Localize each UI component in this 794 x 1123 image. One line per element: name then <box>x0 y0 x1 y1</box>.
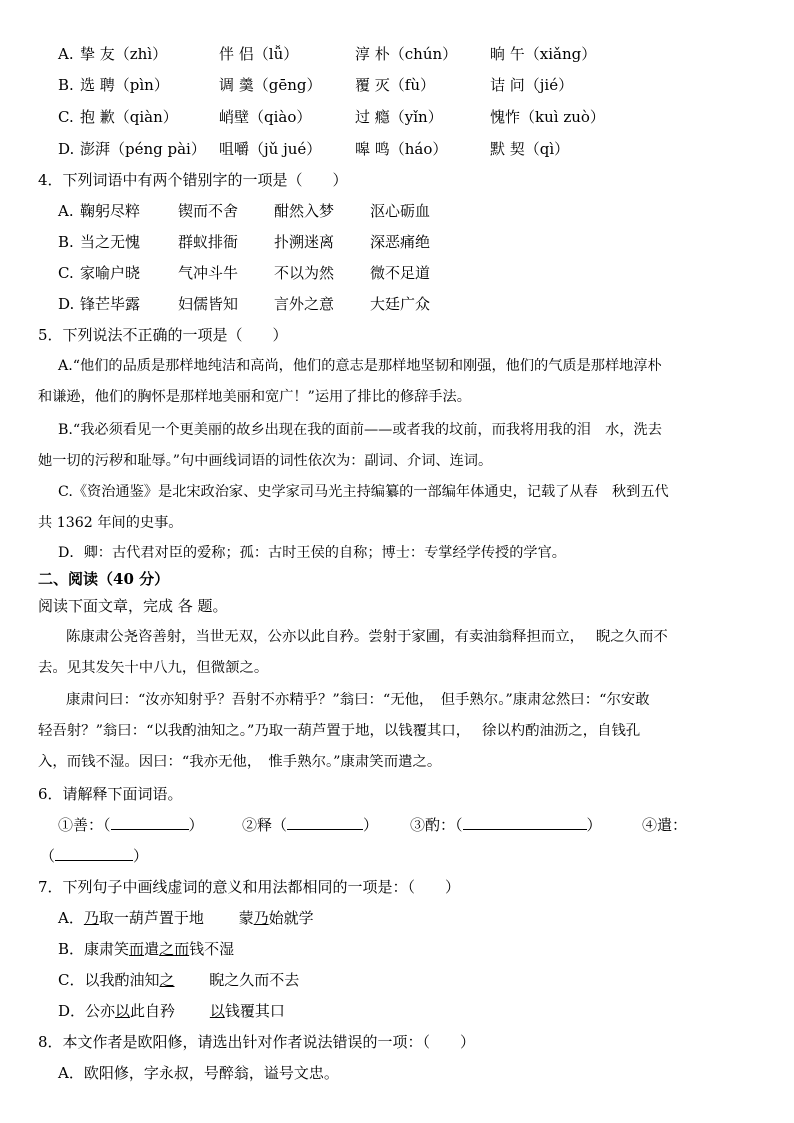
q4-option-a-word1: 鞠躬尽粹 <box>80 202 141 220</box>
q4-option-b-word1: 当之无愧 <box>80 233 141 251</box>
underlined-word: 而 <box>129 940 145 958</box>
q4-option-c-word3: 不以为然 <box>274 264 335 282</box>
q4-option-c-word1: 家喻户晓 <box>80 264 141 282</box>
q5-option-a-line2: 和谦逊，他们的胸怀是那样地美丽和宽广！”运用了排比的修辞手法。 <box>38 389 471 405</box>
q6-item-zhuo-label: ③酌：（ <box>410 816 463 834</box>
q5-option-b-line1: B.“我必须看见一个更美丽的故乡出现在我的面前——或者我的坟前，而我将用我的泪 水，洗去 <box>58 422 662 438</box>
answer-blank-zhuo[interactable] <box>463 815 587 830</box>
q6-item-zhuo <box>410 815 602 835</box>
q7-option-b <box>58 939 234 959</box>
q4-option-a-word4: 沤心砺血 <box>370 202 431 220</box>
q3-option-c-item2: 峭壁（qiào） <box>219 108 312 126</box>
q3-option-d-item1: 澎湃（péng pài） <box>80 140 206 158</box>
q6-open-paren: （ <box>40 847 56 865</box>
q4-option-b-word2: 群蚁排衙 <box>178 233 239 251</box>
passage-p2-line3: 入，而钱不湿。因曰：“我亦无他， 惟手熟尔。”康肃笑而遣之。 <box>38 754 442 770</box>
q7-option-a-text1: 取一葫芦置于地 蒙 <box>98 909 254 927</box>
q3-option-a-item3: 淳 朴（chún） <box>355 45 458 63</box>
q5-stem: 5．下列说法不正确的一项是（ ） <box>38 326 288 344</box>
q5-option-a-line1: A.“他们的品质是那样地纯洁和高尚，他们的意志是那样地坚韧和刚强，他们的气质是那样地淳朴 <box>58 358 662 374</box>
section-heading: 二、阅读（40 分） <box>38 570 170 588</box>
reading-instruction: 阅读下面文章，完成 各 题。 <box>38 597 228 615</box>
answer-blank-shi[interactable] <box>287 815 363 830</box>
q4-option-d-word3: 言外之意 <box>274 295 335 313</box>
q4-option-a-word3: 酣然入梦 <box>274 202 335 220</box>
q4-option-c-word2: 气冲斗牛 <box>178 264 239 282</box>
q7-option-d-text1: D．公亦 <box>58 1002 116 1020</box>
answer-blank-qian[interactable] <box>55 846 133 861</box>
answer-blank-shan[interactable] <box>111 815 189 830</box>
q6-item-shi <box>242 815 378 835</box>
underlined-word: 乃 <box>83 909 99 927</box>
q7-option-a-letter: A． <box>58 909 84 927</box>
passage-p1-line2: 去。见其发矢十中八九，但微颔之。 <box>38 660 269 676</box>
underlined-word: 以 <box>209 1002 225 1020</box>
q4-option-a-word2: 锲而不舍 <box>178 202 239 220</box>
passage-p1-line1: 陈康肃公尧咨善射，当世无双，公亦以此自矜。尝射于家圃，有卖油翁释担而立， 睨之久而不 <box>66 629 668 645</box>
q6-item-qian-label: ④遣： <box>642 816 688 834</box>
q7-option-b-text3: 钱不湿 <box>189 940 235 958</box>
q3-option-d-letter: D. <box>58 140 75 158</box>
q3-option-b-item4: 诘 问（jié） <box>490 76 574 94</box>
q5-option-b-line2: 她一切的污秽和耻辱。”句中画线词语的词性依次为：副词、介词、连词。 <box>38 453 493 469</box>
q3-option-a-item1: 挚 友（zhì） <box>80 45 168 63</box>
q7-option-a <box>58 908 314 928</box>
underlined-word: 以 <box>115 1002 131 1020</box>
q6-item-qian <box>40 846 148 866</box>
q8-option-a: A．欧阳修，字永叔，号醉翁，谥号文忠。 <box>58 1064 339 1082</box>
q3-option-b-item2: 调 羹（gēng） <box>219 76 322 94</box>
q3-option-a-item2: 伴 侣（lǚ） <box>219 45 299 63</box>
q6-item-shi-label: ②释（ <box>242 816 288 834</box>
q6-item-shan <box>58 815 204 835</box>
q4-option-c-word4: 微不足道 <box>370 264 431 282</box>
q5-option-c-line2: 共 1362 年间的史事。 <box>38 515 183 531</box>
q4-option-a-letter: A. <box>58 202 74 220</box>
q3-option-d-item2: 咀嚼（jǔ jué） <box>219 140 322 158</box>
q4-option-d-word1: 锋芒毕露 <box>80 295 141 313</box>
passage-p2-line2: 轻吾射？”翁曰：“以我酌油知之。”乃取一葫芦置于地，以钱覆其口， 徐以杓酌油沥之，自钱孔 <box>38 723 641 739</box>
q7-option-b-text1: B．康肃笑 <box>58 940 130 958</box>
q6-close-paren: ） <box>133 847 149 865</box>
q4-option-d-word2: 妇儒皆知 <box>178 295 239 313</box>
q3-option-a-letter: A. <box>58 45 74 63</box>
q6-close-paren: ） <box>188 816 204 834</box>
q3-option-a-item4: 晌 午（xiǎng） <box>490 45 597 63</box>
q4-option-b-letter: B. <box>58 233 74 251</box>
q7-option-c <box>58 970 299 990</box>
q7-option-a-text2: 始就学 <box>268 909 314 927</box>
q6-close-paren: ） <box>363 816 379 834</box>
q3-option-c-item1: 抱 歉（qiàn） <box>80 108 178 126</box>
q4-option-c-letter: C. <box>58 264 74 282</box>
q3-option-c-letter: C. <box>58 108 74 126</box>
underlined-word: 而 <box>174 940 190 958</box>
q4-option-b-word3: 扑溯迷离 <box>274 233 335 251</box>
q3-option-b-letter: B. <box>58 76 74 94</box>
underlined-word: 之 <box>159 971 175 989</box>
q3-option-b-item3: 覆 灭（fù） <box>355 76 435 94</box>
q3-option-d-item3: 嗥 鸣（háo） <box>355 140 448 158</box>
q3-option-b-item1: 选 聘（pìn） <box>80 76 169 94</box>
q3-option-c-item4: 愧怍（kuì zuò） <box>490 108 605 126</box>
q7-option-d-text2: 此自矜 <box>130 1002 210 1020</box>
q6-stem: 6．请解释下面词语。 <box>38 785 183 803</box>
q8-stem: 8．本文作者是欧阳修，请选出针对作者说法错误的一项：（ ） <box>38 1033 476 1051</box>
q7-option-c-text1: C．以我酌油知 <box>58 971 160 989</box>
passage-p2-line1: 康肃问曰：“汝亦知射乎？吾射不亦精乎？”翁曰：“无他， 但手熟尔。”康肃忿然曰：“尔安敢 <box>66 692 650 708</box>
q7-stem: 7．下列句子中画线虚词的意义和用法都相同的一项是：（ ） <box>38 878 461 896</box>
q5-option-d: D．卿：古代君对臣的爱称；孤：古时王侯的自称；博士：专掌经学传授的学官。 <box>58 545 566 561</box>
q6-close-paren: ） <box>586 816 602 834</box>
q4-option-d-letter: D. <box>58 295 75 313</box>
q7-option-d-text3: 钱覆其口 <box>224 1002 285 1020</box>
q3-option-c-item3: 过 瘾（yǐn） <box>355 108 443 126</box>
q4-option-d-word4: 大廷广众 <box>370 295 431 313</box>
q7-option-d <box>58 1001 285 1021</box>
q5-option-c-line1: C.《资治通鉴》是北宋政治家、史学家司马光主持编纂的一部编年体通史，记载了从春 秋到五代 <box>58 484 669 500</box>
q4-option-b-word4: 深恶痛绝 <box>370 233 431 251</box>
underlined-word: 乃 <box>253 909 269 927</box>
q6-item-shan-label: ①善：（ <box>58 816 111 834</box>
underlined-word: 之 <box>159 940 175 958</box>
q4-stem: 4．下列词语中有两个错别字的一项是（ ） <box>38 171 348 189</box>
q3-option-d-item4: 默 契（qì） <box>490 140 570 158</box>
q7-option-c-text2: 睨之久而不去 <box>174 971 300 989</box>
q7-option-b-text2: 遣 <box>144 940 160 958</box>
